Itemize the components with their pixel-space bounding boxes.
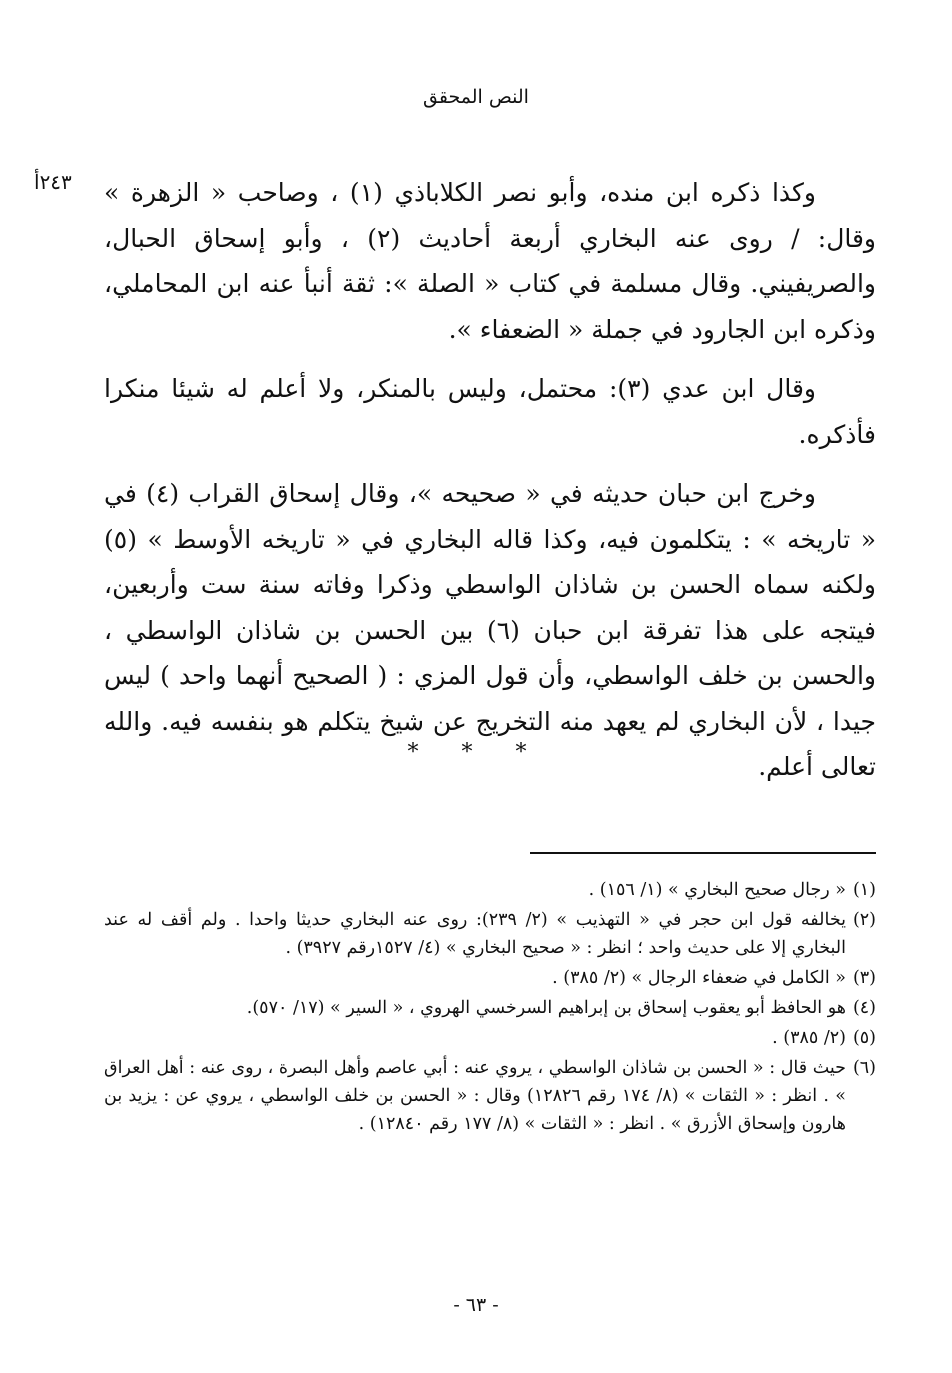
running-header: النص المحقق bbox=[423, 86, 529, 108]
footnote-number: (١) bbox=[852, 880, 876, 900]
footnote-item bbox=[104, 1024, 876, 1052]
paragraph-2: وقال ابن عدي (٣): محتمل، وليس بالمنكر، ولا أعلم له شيئا منكرا فأذكره. bbox=[104, 374, 876, 449]
footnote-text: هو الحافظ أبو يعقوب إسحاق بن إبراهيم السرخسي الهروي ، « السير » (١٧/ ٥٧٠). bbox=[246, 998, 846, 1018]
footnote-rule bbox=[530, 852, 876, 854]
footnote-number: (٤) bbox=[852, 998, 876, 1018]
footnote-number: (٣) bbox=[852, 968, 876, 988]
footnote-item bbox=[104, 906, 876, 962]
footnote-number: (٥) bbox=[852, 1028, 876, 1048]
footnote-item bbox=[104, 1054, 876, 1138]
footnote-text: حيث قال : « الحسن بن شاذان الواسطي ، يروي عنه : أبي عاصم وأهل البصرة ، روى عنه : أهل العراق » . انظر : « الثقات » (٨/ ١٧٤ رقم ١٢٨٢٦) وقال : « الحسن بن خلف الواسطي ، يروي عن : يزيد بن هارون وإسحاق الأزرق » . انظر : « الثقات » (٨/ ١٧٧ رقم ١٢٨٤٠) . bbox=[104, 1058, 846, 1134]
footnote-number: (٢) bbox=[852, 910, 876, 930]
footnote-item bbox=[104, 994, 876, 1022]
footnote-text: « رجال صحيح البخاري » (١/ ١٥٦) . bbox=[588, 880, 846, 900]
footnote-text: (٢/ ٣٨٥) . bbox=[772, 1028, 846, 1048]
footnote-text: يخالفه قول ابن حجر في « التهذيب » (٢/ ٢٣٩): روى عنه البخاري حديثا واحدا . ولم أقف له عند البخاري إلا على حديث واحد ؛ انظر : « صحيح البخاري » (٤/ ١٥٢٧رقم ٣٩٢٧) . bbox=[104, 910, 846, 958]
footnote-item bbox=[104, 876, 876, 904]
manuscript-folio-note: ٢٤٣أ bbox=[34, 170, 72, 194]
main-text bbox=[104, 170, 876, 790]
page-number: - ٦٣ - bbox=[453, 1294, 499, 1316]
footnote-text: « الكامل في ضعفاء الرجال » (٢/ ٣٨٥) . bbox=[552, 968, 846, 988]
footnote-number: (٦) bbox=[852, 1058, 876, 1078]
footnotes bbox=[104, 874, 876, 1138]
paragraph-1: وكذا ذكره ابن منده، وأبو نصر الكلاباذي (١) ، وصاحب « الزهرة » وقال: / روى عنه البخاري أربعة أحاديث (٢) ، وأبو إسحاق الحبال، والصريفيني. وقال مسلمة في كتاب « الصلة »: ثقة أنبأ عنه ابن المحاملي، وذكره ابن الجارود في جملة « الضعفاء ». bbox=[104, 178, 877, 344]
section-separator: * * * bbox=[407, 740, 545, 765]
footnote-item bbox=[104, 964, 876, 992]
paragraph-3: وخرج ابن حبان حديثه في « صحيحه »، وقال إسحاق القراب (٤) في « تاريخه » : يتكلمون فيه، وكذا قاله البخاري في « تاريخه الأوسط » (٥) ولكنه سماه الحسن بن شاذان الواسطي وذكرا وفاته سنة ست وأربعين، فيتجه على هذا تفرقة ابن حبان (٦) بين الحسن بن شاذان الواسطي ، والحسن بن خلف الواسطي، وأن قول المزي : ( الصحيح أنهما واحد ) ليس جيدا ، لأن البخاري لم يعهد منه التخريج عن شيخ يتكلم هو بنفسه فيه. والله تعالى أعلم. bbox=[104, 479, 876, 781]
